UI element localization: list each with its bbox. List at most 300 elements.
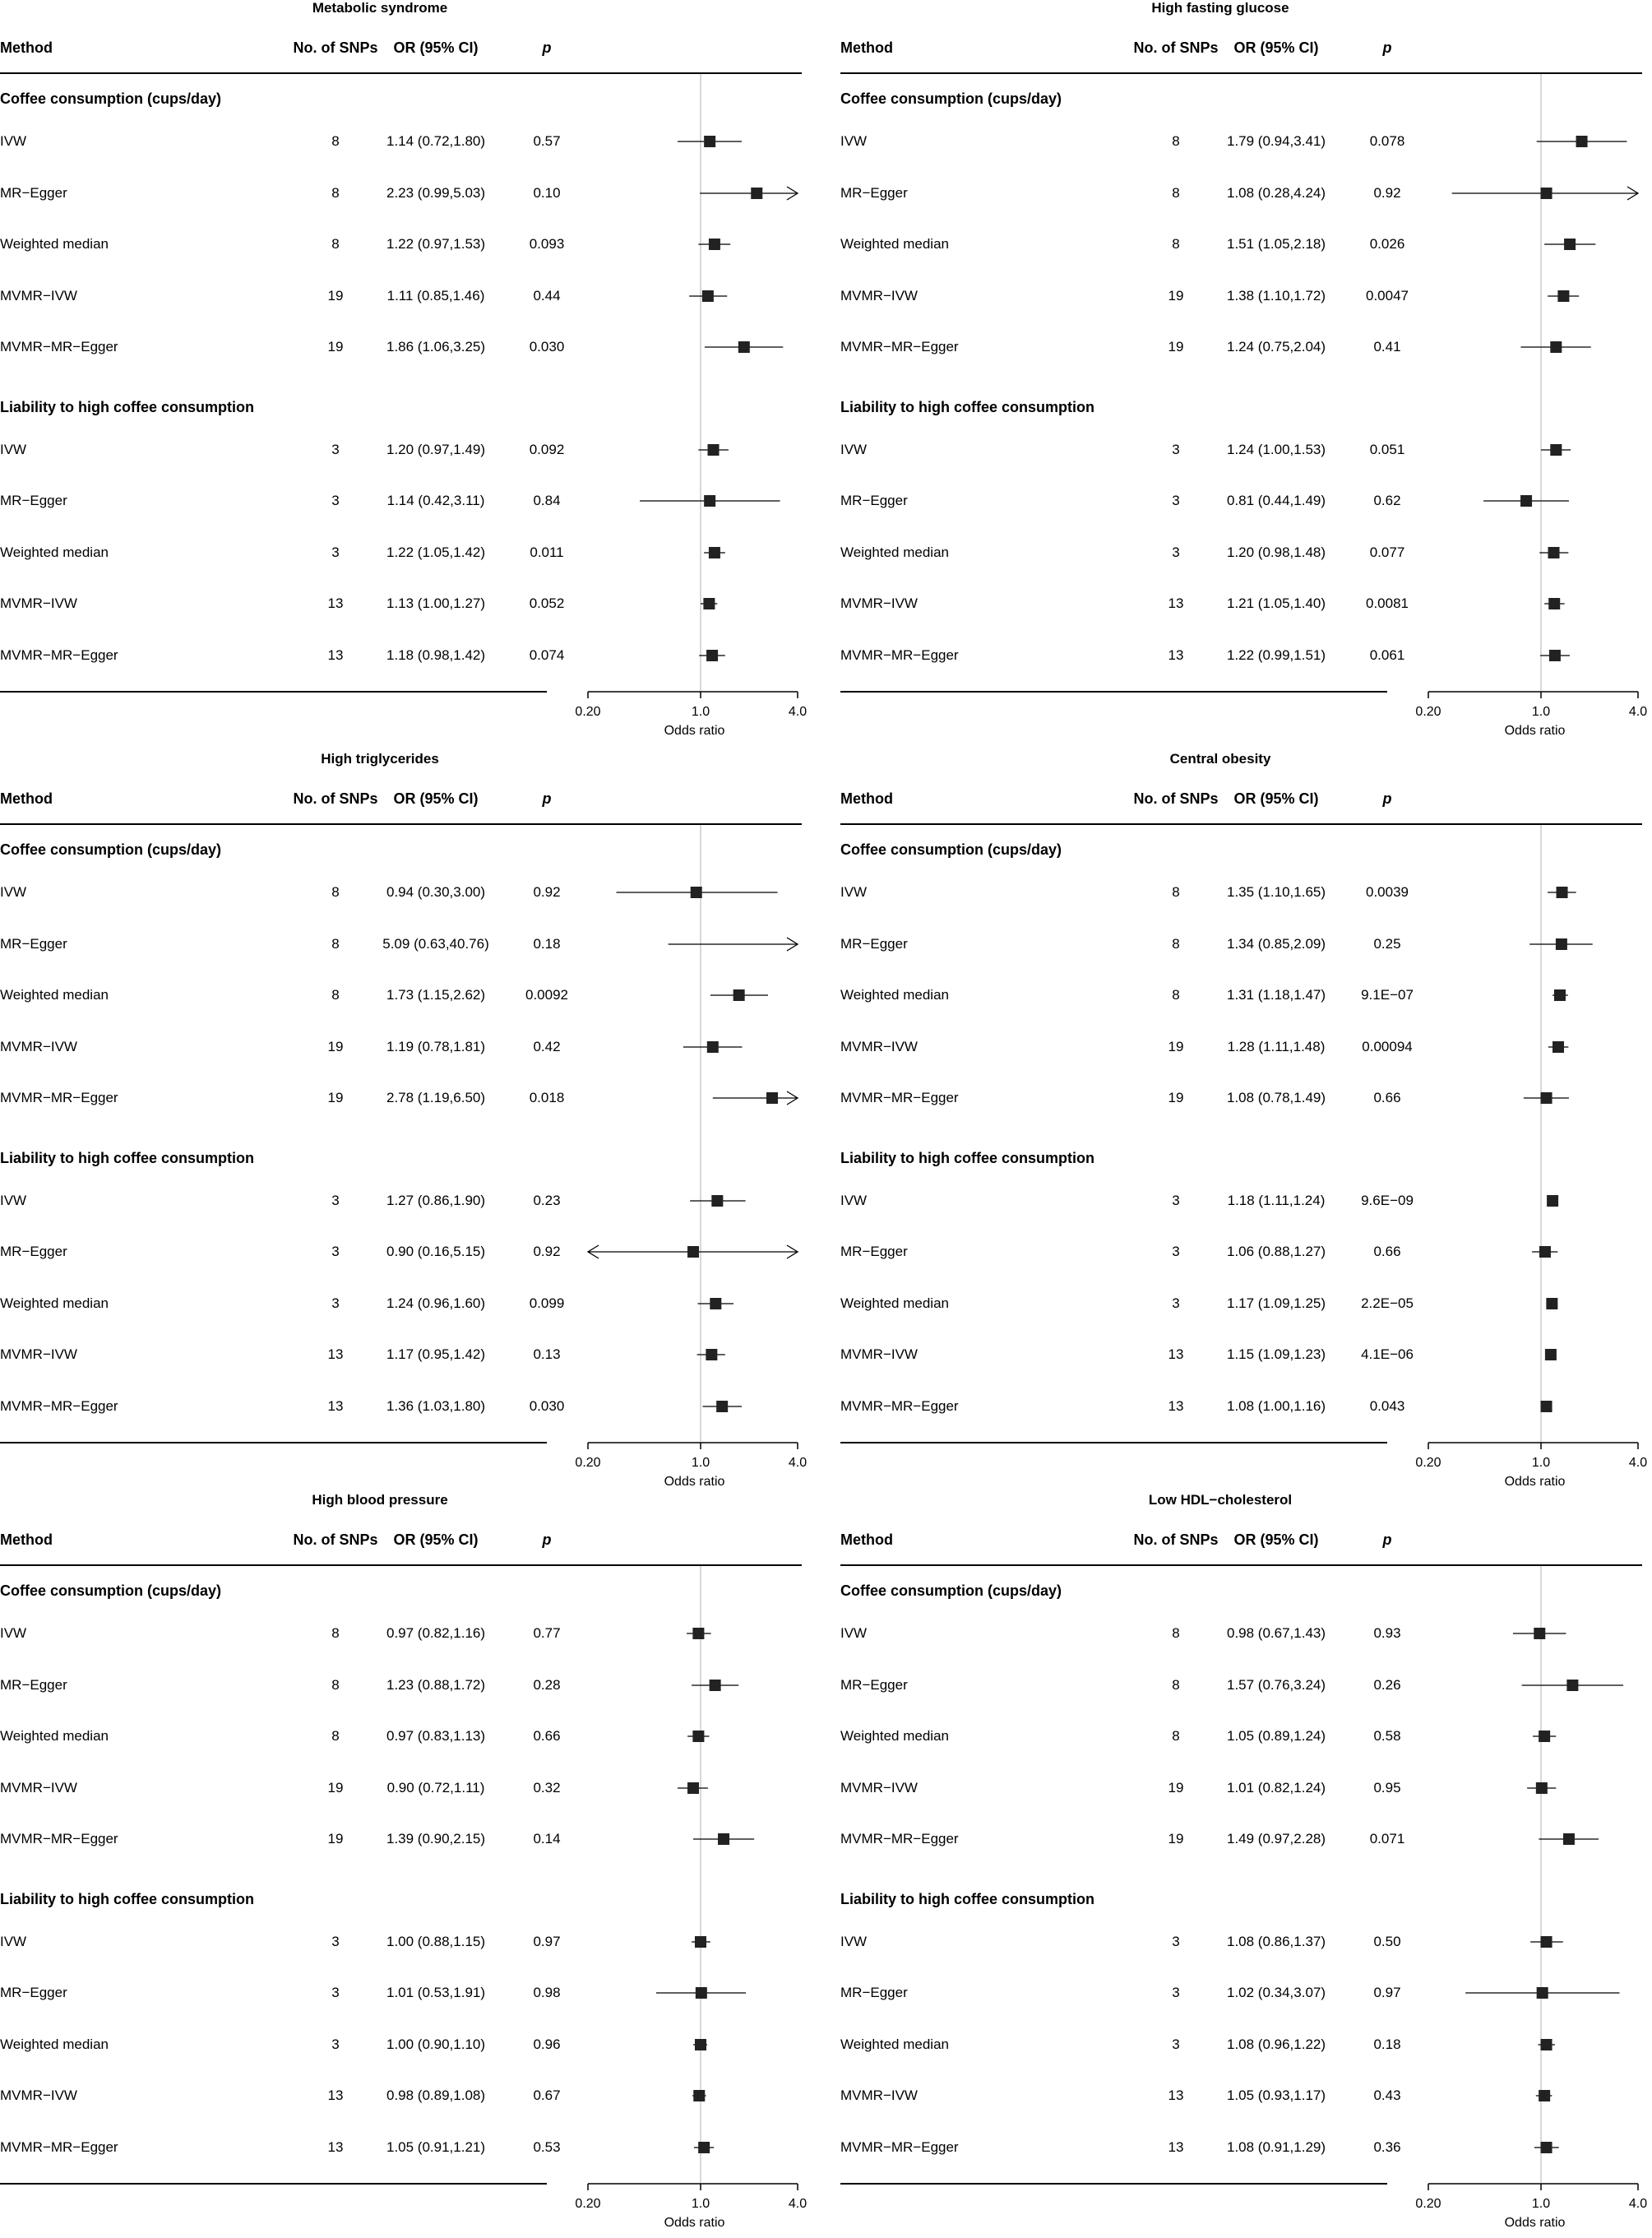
footer-rule [0, 2183, 547, 2185]
or-ci-value: 1.38 (1.10,1.72) [1226, 288, 1326, 303]
method-label: IVW [0, 1193, 27, 1208]
method-label: MR−Egger [0, 1677, 67, 1693]
method-label: IVW [0, 1625, 27, 1641]
snps-value: 3 [331, 1295, 340, 1311]
or-ci-value: 1.00 (0.88,1.15) [386, 1934, 486, 1949]
snps-value: 19 [327, 1090, 344, 1105]
x-tick-label: 0.20 [575, 2197, 601, 2211]
column-header-method: Method [840, 39, 893, 56]
or-ci-value: 1.24 (1.00,1.53) [1226, 442, 1326, 457]
x-axis-title: Odds ratio [664, 724, 725, 738]
snps-value: 13 [1168, 595, 1184, 611]
p-value: 0.58 [1373, 1728, 1401, 1744]
column-header-snps: No. of SNPs [293, 1531, 378, 1548]
x-tick-label: 4.0 [788, 705, 807, 719]
column-header-snps: No. of SNPs [1133, 39, 1219, 56]
or-ci-value: 0.97 (0.83,1.13) [386, 1728, 486, 1744]
or-ci-value: 0.90 (0.72,1.11) [386, 1780, 485, 1795]
or-ci-value: 1.22 (1.05,1.42) [386, 544, 486, 560]
or-ci-value: 1.18 (0.98,1.42) [386, 647, 486, 663]
x-tick-label: 4.0 [1628, 1456, 1648, 1470]
footer-rule [0, 691, 547, 693]
or-ci-value: 1.20 (0.98,1.48) [1226, 544, 1326, 560]
snps-value: 3 [1172, 493, 1180, 508]
p-value: 0.099 [529, 1295, 565, 1311]
or-ci-value: 1.08 (0.91,1.29) [1226, 2139, 1326, 2155]
method-label: MVMR−MR−Egger [0, 1831, 118, 1846]
point-estimate [1549, 650, 1561, 661]
or-ci-value: 1.31 (1.18,1.47) [1226, 987, 1326, 1003]
x-tick-label: 4.0 [1628, 705, 1648, 719]
or-ci-value: 1.34 (0.85,2.09) [1226, 936, 1326, 952]
column-header-or: OR (95% CI) [393, 39, 479, 56]
p-value: 0.93 [1373, 1625, 1401, 1641]
or-ci-value: 2.78 (1.19,6.50) [386, 1090, 486, 1105]
snps-value: 8 [1172, 1677, 1180, 1693]
x-tick-label: 1.0 [691, 1456, 710, 1470]
snps-value: 3 [331, 1934, 340, 1949]
x-tick-label: 0.20 [575, 705, 601, 719]
panel-title: Metabolic syndrome [312, 0, 448, 16]
p-value: 0.57 [533, 133, 561, 149]
or-ci-value: 1.05 (0.89,1.24) [1226, 1728, 1326, 1744]
snps-value: 8 [331, 185, 340, 201]
p-value: 0.98 [533, 1985, 561, 2000]
column-header-snps: No. of SNPs [293, 790, 378, 807]
point-estimate [718, 1833, 729, 1845]
point-estimate [1520, 495, 1532, 507]
snps-value: 3 [1172, 2036, 1180, 2052]
or-ci-value: 1.28 (1.11,1.48) [1227, 1039, 1326, 1054]
p-value: 0.18 [533, 936, 561, 952]
or-ci-value: 1.13 (1.00,1.27) [386, 595, 486, 611]
p-value: 0.026 [1369, 236, 1405, 252]
or-ci-value: 0.98 (0.89,1.08) [386, 2087, 486, 2103]
snps-value: 8 [331, 1728, 340, 1744]
forest-panel [0, 1490, 807, 2238]
point-estimate [1550, 444, 1562, 456]
p-value: 0.0047 [1366, 288, 1409, 303]
p-value: 0.92 [533, 884, 561, 900]
group-heading: Coffee consumption (cups/day) [840, 841, 1062, 858]
point-estimate [706, 650, 718, 661]
group-heading: Coffee consumption (cups/day) [0, 90, 222, 107]
p-value: 0.14 [533, 1831, 561, 1846]
p-value: 0.10 [533, 185, 561, 201]
method-label: IVW [0, 442, 27, 457]
method-label: MVMR−MR−Egger [840, 1831, 959, 1846]
point-estimate [693, 2090, 705, 2101]
point-estimate [692, 1628, 704, 1639]
column-header-method: Method [0, 790, 53, 807]
footer-rule [840, 1442, 1387, 1443]
x-axis-title: Odds ratio [664, 2216, 725, 2230]
x-tick-label: 0.20 [1415, 705, 1441, 719]
or-ci-value: 1.86 (1.06,3.25) [386, 339, 486, 354]
panel-title: High blood pressure [312, 1492, 448, 1508]
p-value: 0.96 [533, 2036, 561, 2052]
point-estimate [1554, 989, 1566, 1001]
column-header-method: Method [0, 1531, 53, 1548]
snps-value: 3 [331, 442, 340, 457]
group-heading: Liability to high coffee consumption [0, 1891, 254, 1907]
point-estimate [1557, 887, 1568, 898]
or-ci-value: 1.14 (0.72,1.80) [386, 133, 486, 149]
x-tick-label: 1.0 [1531, 1456, 1551, 1470]
or-ci-value: 1.79 (0.94,3.41) [1226, 133, 1326, 149]
point-estimate [1536, 1782, 1548, 1794]
or-ci-value: 0.97 (0.82,1.16) [386, 1625, 486, 1641]
snps-value: 3 [1172, 544, 1180, 560]
p-value: 0.66 [533, 1728, 561, 1744]
point-estimate [710, 1298, 721, 1309]
x-tick-label: 1.0 [1531, 2197, 1551, 2211]
method-label: MVMR−MR−Egger [0, 647, 118, 663]
method-label: MVMR−IVW [840, 288, 918, 303]
p-value: 0.093 [529, 236, 565, 252]
snps-value: 19 [1168, 1090, 1184, 1105]
point-estimate [1545, 1349, 1557, 1360]
p-value: 0.061 [1369, 647, 1405, 663]
p-value: 0.030 [529, 1398, 565, 1414]
or-ci-value: 1.19 (0.78,1.81) [386, 1039, 486, 1054]
method-label: IVW [840, 133, 868, 149]
method-label: MR−Egger [0, 936, 67, 952]
forest-panel [840, 0, 1648, 748]
or-ci-value: 1.11 (0.85,1.46) [386, 288, 485, 303]
method-label: MVMR−MR−Egger [840, 339, 959, 354]
p-value: 0.44 [533, 288, 561, 303]
snps-value: 19 [327, 1039, 344, 1054]
or-ci-value: 1.14 (0.42,3.11) [386, 493, 485, 508]
snps-value: 3 [1172, 1193, 1180, 1208]
p-value: 9.6E−09 [1361, 1193, 1414, 1208]
snps-value: 8 [1172, 987, 1180, 1003]
point-estimate [1556, 938, 1567, 950]
method-label: MR−Egger [840, 1244, 908, 1259]
method-label: MVMR−MR−Egger [0, 1398, 118, 1414]
or-ci-value: 1.20 (0.97,1.49) [386, 442, 486, 457]
or-ci-value: 1.24 (0.96,1.60) [386, 1295, 486, 1311]
p-value: 0.0092 [525, 987, 568, 1003]
column-header-p: p [542, 39, 552, 56]
p-value: 0.36 [1373, 2139, 1401, 2155]
point-estimate [1541, 1936, 1553, 1948]
point-estimate [766, 1092, 778, 1104]
method-label: MVMR−IVW [840, 1039, 918, 1054]
point-estimate [696, 1987, 707, 1999]
method-label: MVMR−MR−Egger [0, 1090, 118, 1105]
snps-value: 3 [1172, 1934, 1180, 1949]
p-value: 0.052 [529, 595, 565, 611]
method-label: IVW [0, 133, 27, 149]
point-estimate [738, 341, 750, 353]
forest-panel [0, 0, 807, 748]
forest-panel [0, 750, 807, 1499]
point-estimate [704, 136, 715, 147]
column-header-or: OR (95% CI) [393, 790, 479, 807]
point-estimate [1566, 1680, 1578, 1691]
method-label: MVMR−IVW [840, 595, 918, 611]
point-estimate [691, 887, 702, 898]
point-estimate [706, 1349, 717, 1360]
point-estimate [1541, 1401, 1553, 1412]
method-label: MR−Egger [0, 1244, 67, 1259]
method-label: IVW [0, 1934, 27, 1949]
snps-value: 13 [1168, 1346, 1184, 1362]
column-header-or: OR (95% CI) [1233, 39, 1319, 56]
column-header-or: OR (95% CI) [1233, 1531, 1319, 1548]
column-header-method: Method [840, 1531, 893, 1548]
p-value: 0.43 [1373, 2087, 1401, 2103]
point-estimate [695, 2039, 706, 2050]
point-estimate [1539, 1731, 1550, 1742]
method-label: MVMR−MR−Egger [840, 647, 959, 663]
snps-value: 8 [1172, 1625, 1180, 1641]
column-header-or: OR (95% CI) [393, 1531, 479, 1548]
method-label: Weighted median [840, 1728, 949, 1744]
column-header-method: Method [0, 39, 53, 56]
snps-value: 19 [327, 1831, 344, 1846]
point-estimate [733, 989, 745, 1001]
p-value: 0.043 [1369, 1398, 1405, 1414]
footer-rule [840, 2183, 1387, 2185]
snps-value: 8 [331, 936, 340, 952]
column-header-p: p [542, 790, 552, 807]
p-value: 0.23 [533, 1193, 561, 1208]
method-label: Weighted median [0, 1295, 109, 1311]
method-label: IVW [840, 1193, 868, 1208]
p-value: 0.26 [1373, 1677, 1401, 1693]
method-label: MR−Egger [840, 936, 908, 952]
method-label: IVW [840, 884, 868, 900]
snps-value: 3 [331, 1193, 340, 1208]
p-value: 0.030 [529, 339, 565, 354]
group-heading: Liability to high coffee consumption [0, 1150, 254, 1166]
p-value: 0.77 [533, 1625, 561, 1641]
or-ci-value: 1.23 (0.88,1.72) [386, 1677, 486, 1693]
snps-value: 3 [1172, 1295, 1180, 1311]
or-ci-value: 1.36 (1.03,1.80) [386, 1398, 486, 1414]
or-ci-value: 1.01 (0.53,1.91) [386, 1985, 486, 2000]
forest-plot-area [840, 1490, 1648, 2238]
footer-rule [840, 691, 1387, 693]
point-estimate [687, 1246, 699, 1258]
snps-value: 8 [1172, 936, 1180, 952]
p-value: 0.00094 [1362, 1039, 1413, 1054]
forest-panel [840, 750, 1648, 1499]
snps-value: 3 [331, 1244, 340, 1259]
p-value: 0.92 [1373, 185, 1401, 201]
column-header-snps: No. of SNPs [1133, 790, 1219, 807]
p-value: 0.92 [533, 1244, 561, 1259]
group-heading: Coffee consumption (cups/day) [840, 1582, 1062, 1599]
or-ci-value: 1.73 (1.15,2.62) [386, 987, 486, 1003]
method-label: MR−Egger [0, 185, 67, 201]
snps-value: 8 [331, 133, 340, 149]
column-header-p: p [542, 1531, 552, 1548]
point-estimate [1564, 239, 1576, 250]
method-label: Weighted median [840, 236, 949, 252]
or-ci-value: 1.22 (0.97,1.53) [386, 236, 486, 252]
p-value: 0.53 [533, 2139, 561, 2155]
point-estimate [1557, 290, 1569, 302]
point-estimate [1541, 2039, 1553, 2050]
p-value: 9.1E−07 [1361, 987, 1414, 1003]
point-estimate [707, 1041, 719, 1053]
point-estimate [687, 1782, 699, 1794]
x-tick-label: 1.0 [1531, 705, 1551, 719]
forest-plot-area [0, 0, 807, 748]
p-value: 0.84 [533, 493, 561, 508]
method-label: MVMR−IVW [0, 1346, 77, 1362]
method-label: IVW [0, 884, 27, 900]
p-value: 0.50 [1373, 1934, 1401, 1949]
or-ci-value: 1.35 (1.10,1.65) [1226, 884, 1326, 900]
snps-value: 8 [331, 1625, 340, 1641]
x-tick-label: 4.0 [788, 2197, 807, 2211]
or-ci-value: 5.09 (0.63,40.76) [382, 936, 489, 952]
p-value: 0.018 [529, 1090, 565, 1105]
method-label: MR−Egger [0, 493, 67, 508]
point-estimate [703, 598, 715, 609]
or-ci-value: 1.22 (0.99,1.51) [1226, 647, 1326, 663]
snps-value: 13 [327, 647, 344, 663]
panel-title: High triglycerides [321, 751, 439, 767]
p-value: 0.42 [533, 1039, 561, 1054]
or-ci-value: 1.39 (0.90,2.15) [386, 1831, 486, 1846]
point-estimate [692, 1731, 704, 1742]
column-header-p: p [1382, 39, 1392, 56]
snps-value: 8 [1172, 236, 1180, 252]
method-label: MR−Egger [840, 185, 908, 201]
x-tick-label: 0.20 [1415, 1456, 1441, 1470]
point-estimate [1547, 1195, 1558, 1207]
or-ci-value: 1.01 (0.82,1.24) [1226, 1780, 1326, 1795]
snps-value: 19 [327, 1780, 344, 1795]
p-value: 2.2E−05 [1361, 1295, 1414, 1311]
point-estimate [716, 1401, 728, 1412]
p-value: 0.092 [529, 442, 565, 457]
snps-value: 3 [331, 493, 340, 508]
p-value: 0.62 [1373, 493, 1401, 508]
snps-value: 3 [331, 2036, 340, 2052]
point-estimate [710, 1680, 721, 1691]
point-estimate [704, 495, 715, 507]
or-ci-value: 1.17 (1.09,1.25) [1226, 1295, 1326, 1311]
or-ci-value: 1.17 (0.95,1.42) [386, 1346, 486, 1362]
or-ci-value: 1.27 (0.86,1.90) [386, 1193, 486, 1208]
or-ci-value: 1.24 (0.75,2.04) [1226, 339, 1326, 354]
snps-value: 19 [1168, 1780, 1184, 1795]
method-label: MVMR−MR−Egger [840, 1398, 959, 1414]
p-value: 0.074 [529, 647, 565, 663]
snps-value: 13 [327, 595, 344, 611]
method-label: IVW [840, 1625, 868, 1641]
snps-value: 8 [331, 987, 340, 1003]
method-label: Weighted median [0, 2036, 109, 2052]
or-ci-value: 1.05 (0.93,1.17) [1226, 2087, 1326, 2103]
x-axis-title: Odds ratio [1504, 1475, 1566, 1489]
snps-value: 19 [1168, 1831, 1184, 1846]
point-estimate [1541, 188, 1553, 199]
p-value: 0.41 [1373, 339, 1401, 354]
column-header-snps: No. of SNPs [293, 39, 378, 56]
p-value: 0.32 [533, 1780, 561, 1795]
or-ci-value: 1.05 (0.91,1.21) [386, 2139, 486, 2155]
method-label: IVW [840, 442, 868, 457]
method-label: Weighted median [0, 236, 109, 252]
or-ci-value: 0.98 (0.67,1.43) [1226, 1625, 1326, 1641]
group-heading: Coffee consumption (cups/day) [0, 841, 222, 858]
method-label: MVMR−IVW [0, 1039, 77, 1054]
snps-value: 8 [331, 236, 340, 252]
or-ci-value: 1.51 (1.05,2.18) [1226, 236, 1326, 252]
snps-value: 13 [327, 2139, 344, 2155]
column-header-method: Method [840, 790, 893, 807]
snps-value: 13 [1168, 647, 1184, 663]
method-label: MR−Egger [840, 493, 908, 508]
group-heading: Liability to high coffee consumption [840, 1150, 1094, 1166]
method-label: Weighted median [0, 987, 109, 1003]
method-label: MVMR−IVW [0, 288, 77, 303]
footer-rule [0, 1442, 547, 1443]
snps-value: 19 [327, 288, 344, 303]
x-axis-title: Odds ratio [1504, 724, 1566, 738]
group-heading: Liability to high coffee consumption [840, 399, 1094, 415]
point-estimate [1541, 2142, 1553, 2153]
snps-value: 13 [1168, 2139, 1184, 2155]
x-axis-title: Odds ratio [1504, 2216, 1566, 2230]
point-estimate [1534, 1628, 1545, 1639]
x-tick-label: 1.0 [691, 2197, 710, 2211]
method-label: MR−Egger [840, 1985, 908, 2000]
x-axis-title: Odds ratio [664, 1475, 725, 1489]
or-ci-value: 1.08 (0.78,1.49) [1226, 1090, 1326, 1105]
group-heading: Coffee consumption (cups/day) [0, 1582, 222, 1599]
forest-plot-area [0, 1490, 807, 2238]
or-ci-value: 2.23 (0.99,5.03) [386, 185, 486, 201]
method-label: MR−Egger [0, 1985, 67, 2000]
point-estimate [1548, 598, 1560, 609]
p-value: 0.28 [533, 1677, 561, 1693]
point-estimate [1563, 1833, 1575, 1845]
p-value: 0.66 [1373, 1244, 1401, 1259]
snps-value: 3 [331, 1985, 340, 2000]
snps-value: 8 [331, 884, 340, 900]
column-header-or: OR (95% CI) [1233, 790, 1319, 807]
point-estimate [709, 239, 720, 250]
point-estimate [702, 290, 714, 302]
or-ci-value: 1.08 (0.86,1.37) [1226, 1934, 1326, 1949]
p-value: 0.66 [1373, 1090, 1401, 1105]
p-value: 0.011 [530, 544, 564, 560]
point-estimate [698, 2142, 710, 2153]
p-value: 0.0039 [1366, 884, 1409, 900]
group-heading: Liability to high coffee consumption [0, 399, 254, 415]
column-header-snps: No. of SNPs [1133, 1531, 1219, 1548]
p-value: 4.1E−06 [1361, 1346, 1414, 1362]
point-estimate [1548, 547, 1560, 558]
method-label: Weighted median [840, 987, 949, 1003]
snps-value: 8 [331, 1677, 340, 1693]
p-value: 0.25 [1373, 936, 1401, 952]
group-heading: Liability to high coffee consumption [840, 1891, 1094, 1907]
forest-plot-area [840, 750, 1648, 1499]
snps-value: 19 [1168, 339, 1184, 354]
or-ci-value: 1.21 (1.05,1.40) [1226, 595, 1326, 611]
method-label: MR−Egger [840, 1677, 908, 1693]
